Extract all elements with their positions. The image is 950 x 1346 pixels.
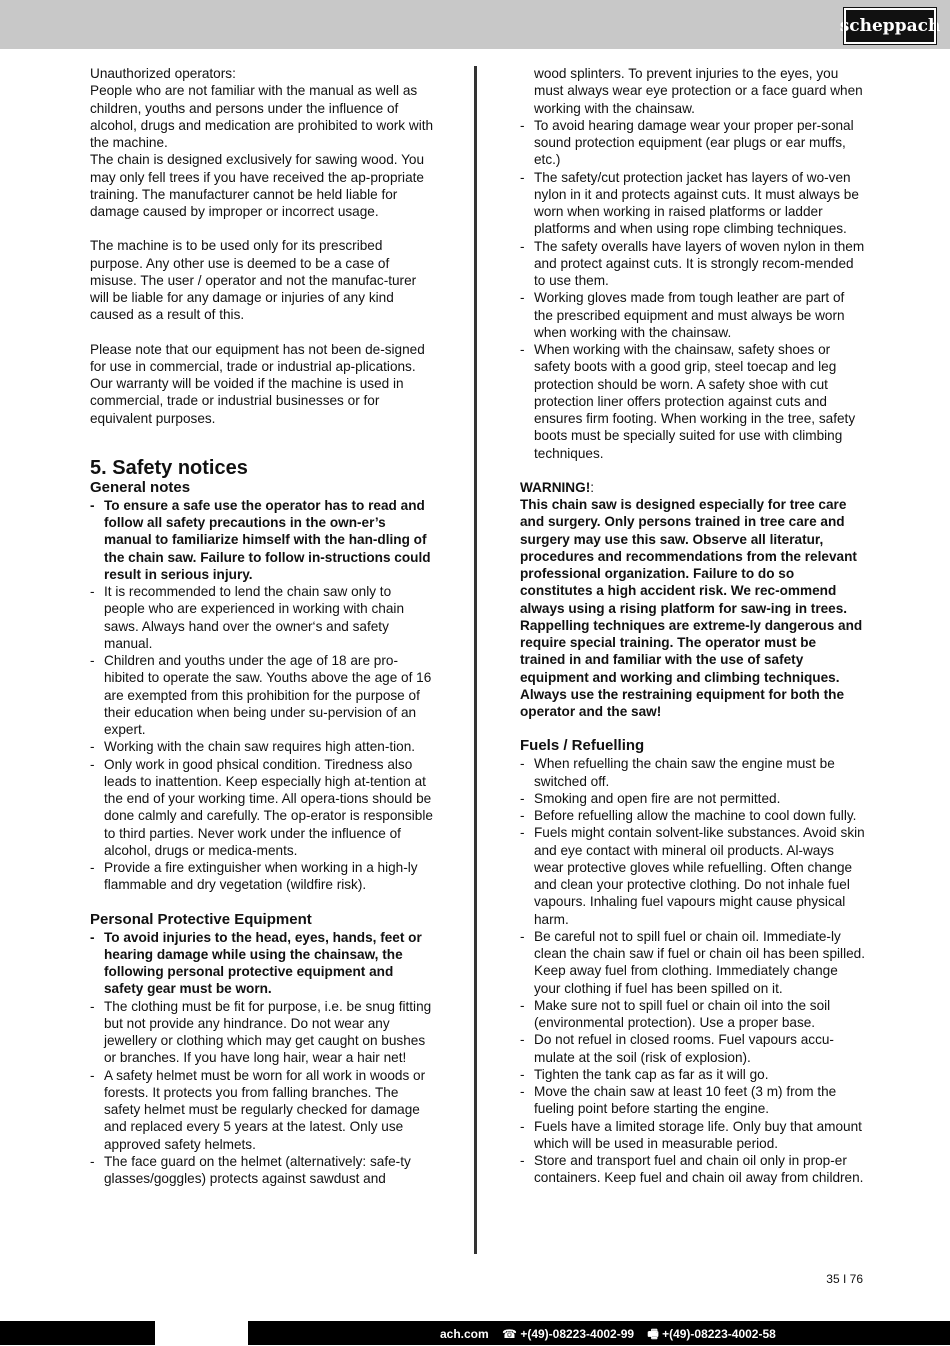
list-item: - Working with the chain saw requires high atten-tion. xyxy=(90,738,435,755)
list-item: - The face guard on the helmet (alternatively: safe-ty glasses/goggles) protects against sawdust and xyxy=(90,1153,435,1188)
list-item: - The safety/cut protection jacket has layers of wo-ven nylon in it and protects against cuts. It must always be worn when working in raised platforms or ladder platforms and when using rope climbing techniques. xyxy=(520,169,865,238)
warning-colon: : xyxy=(590,479,595,495)
general-notes-list xyxy=(90,497,435,894)
list-item: - Working gloves made from tough leather are part of the prescribed equipment and must always be worn when working with the chainsaw. xyxy=(520,289,865,341)
brand-logo: scheppach xyxy=(844,8,936,44)
list-item: - The clothing must be fit for purpose, i.e. be snug fitting but not provide any hindrance. Do not wear any jewellery or clothing which may get caught on bushes or branches. If you have long hair, wear a hair net! xyxy=(90,998,435,1067)
right-column xyxy=(520,65,865,1187)
list-item: - Do not refuel in closed rooms. Fuel vapours accu-mulate at the soil (risk of explosion). xyxy=(520,1031,865,1066)
section-title: 5. Safety notices xyxy=(90,456,248,479)
general-notes-heading: General notes xyxy=(90,478,191,496)
list-item: - Store and transport fuel and chain oil only in prop-er containers. Keep fuel and chain oil away from children. xyxy=(520,1152,865,1187)
list-item: - Smoking and open fire are not permitted. xyxy=(520,790,865,807)
warning-label-line xyxy=(520,479,865,496)
left-column xyxy=(90,65,435,1187)
intro-line: The chain is designed exclusively for sawing wood. You may only fell trees if you have received the ap-propriate training. The manufacturer cannot be held liable for damage caused by improper or incorrect usage. xyxy=(90,152,425,219)
list-item: - Move the chain saw at least 10 feet (3 m) from the fueling point before starting the engine. xyxy=(520,1083,865,1118)
column-divider xyxy=(474,66,477,1254)
footer-website[interactable]: ach.com xyxy=(440,1327,489,1341)
footer-fax: 🖷 +(49)-08223-4002-58 xyxy=(647,1327,776,1341)
list-item: - To avoid injuries to the head, eyes, hands, feet or hearing damage while using the chainsaw, the following personal protective equipment and safety gear must be worn. xyxy=(90,929,435,998)
list-item: - Fuels might contain solvent-like substances. Avoid skin and eye contact with mineral oil products. Al-ways wear protective gloves while refuelling. Often change and clean your protective clothing. Do not inhale fuel vapours. Inhaling fuel vapours might cause physical harm. xyxy=(520,824,865,928)
list-item: - Make sure not to spill fuel or chain oil into the soil (environmental protection). Use a proper base. xyxy=(520,997,865,1032)
header-bar xyxy=(0,0,950,49)
footer-gap xyxy=(155,1321,248,1345)
list-item: - It is recommended to lend the chain saw only to people who are experienced in working with chain saws. Always hand over the owner‘s and safety manual. xyxy=(90,583,435,652)
list-item: - Only work in good phsical condition. Tiredness also leads to inattention. Keep especially high at-tention at the end of your working time. All opera-tions should be done calmly and carefully. The op-erator is responsible to third parties. Never work under the influence of alcohol, drugs or medica-ments. xyxy=(90,756,435,860)
list-item: - When working with the chainsaw, safety shoes or safety boots with a good grip, steel toecap and leg protection should be worn. A safety shoe with cut protection liner offers protection against cuts and ensures firm footing. When working in the tree, safety boots must be specially suited for use with climbing techniques. xyxy=(520,341,865,462)
list-item: - Children and youths under the age of 18 are pro-hibited to operate the saw. Youths above the age of 16 are exempted from this prohibition for the purpose of their education when being under su-pervision of an expert. xyxy=(90,652,435,738)
list-item: - To ensure a safe use the operator has to read and follow all safety precautions in the own-er’s manual to familiarize himself with the han-dling of the chain saw. Failure to follow in-structions could result in serious injury. xyxy=(90,497,435,583)
list-item: - Fuels have a limited storage life. Only buy that amount which will be used in measurable period. xyxy=(520,1118,865,1153)
continued-text: wood splinters. To prevent injuries to the eyes, you must always wear eye protection or a face guard when working with the chainsaw. xyxy=(534,66,863,116)
list-item: - The safety overalls have layers of woven nylon in them and protect against cuts. It is strongly recom-mended to use them. xyxy=(520,238,865,290)
page-number: 35 I 76 xyxy=(826,1272,863,1286)
list-item: - Tighten the tank cap as far as it will go. xyxy=(520,1066,865,1083)
warning-label: WARNING! xyxy=(520,479,591,495)
list-item: - To avoid hearing damage wear your proper per-sonal sound protection equipment (ear plugs or ear muffs, etc.) xyxy=(520,117,865,169)
list-item: - Provide a fire extinguisher when working in a high-ly flammable and dry vegetation (wildfire risk). xyxy=(90,859,435,894)
intro-line: Unauthorized operators: xyxy=(90,66,236,81)
intro-line: People who are not familiar with the manual as well as children, youths and persons under the influence of alcohol, drugs and medication are prohibited to work with the machine. xyxy=(90,83,434,150)
list-item: - A safety helmet must be worn for all work in woods or forests. It protects you from falling branches. The safety helmet must be regularly checked for damage and replaced every 5 years at the latest. Only use approved safety helmets. xyxy=(90,1067,435,1153)
list-item-continued xyxy=(520,65,865,117)
footer-contact xyxy=(440,1325,786,1346)
list-item: - When refuelling the chain saw the engine must be switched off. xyxy=(520,755,865,790)
footer-bar xyxy=(0,1321,950,1345)
warning-text: This chain saw is designed especially for tree care and surgery. Only persons trained in tree care and surgery may use this saw. Observe all literatur, procedures and recommendations from the relevant professional organization. Failure to do so constitutes a high accident risk. We rec-ommend always using a rising platform for saw-ing in trees. Rappelling techniques are extreme-ly dangerous and require special training. The operator must be trained in and familiar with the use of safety equipment and working and climbing techniques. Always use the restraining equipment for both the operator and the saw! xyxy=(520,497,863,719)
fuels-list xyxy=(520,755,865,1186)
footer-phone: ☎ +(49)-08223-4002-99 xyxy=(502,1327,635,1341)
ppe-heading: Personal Protective Equipment xyxy=(90,910,312,928)
fuels-heading: Fuels / Refuelling xyxy=(520,737,645,755)
warranty-paragraph: Please note that our equipment has not been de-signed for use in commercial, trade or industrial ap-plications. Our warranty will be voided if the machine is used in commercial, trade or industrial businesses or for equivalent purposes. xyxy=(90,341,425,426)
ppe-list-continued xyxy=(520,65,865,462)
ppe-list xyxy=(90,929,435,1188)
usage-paragraph: The machine is to be used only for its prescribed purpose. Any other use is deemed to be a case of misuse. The user / operator and not the manufac-turer will be liable for any damage or injuries of any kind caused as a result of this. xyxy=(90,238,417,323)
list-item: - Before refuelling allow the machine to cool down fully. xyxy=(520,807,865,824)
list-item: - Be careful not to spill fuel or chain oil. Immediate-ly clean the chain saw if fuel or chain oil has been spilled. Keep away fuel from clothing. Immediately change your clothing if fuel has been spilled on it. xyxy=(520,928,865,997)
